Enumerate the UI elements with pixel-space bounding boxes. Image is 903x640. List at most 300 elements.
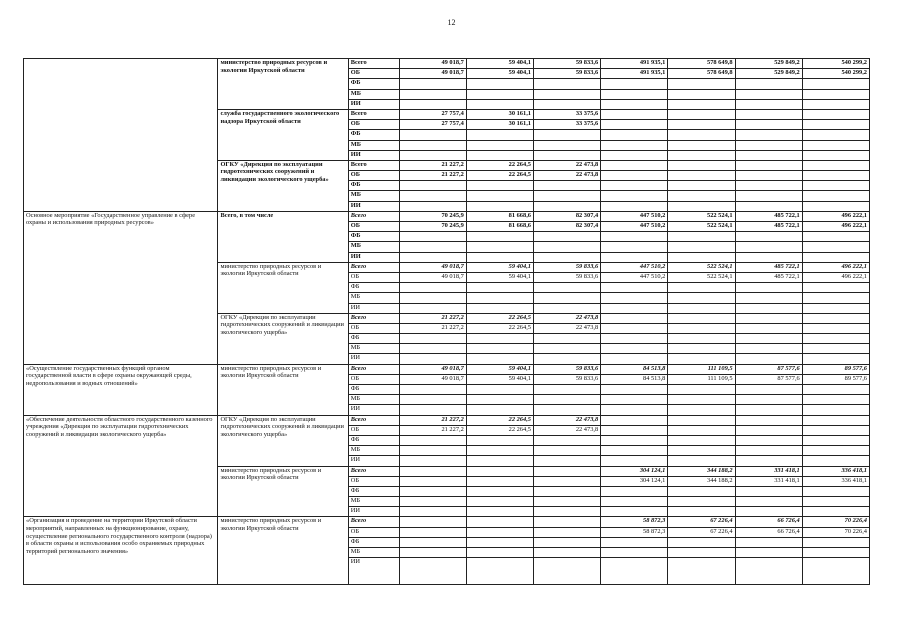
amount-cell	[466, 435, 533, 445]
amount-cell	[802, 252, 869, 262]
amount-cell	[534, 130, 601, 140]
amount-cell: 67 226,4	[668, 517, 735, 527]
amount-cell	[802, 344, 869, 354]
amount-cell	[668, 140, 735, 150]
amount-cell	[802, 405, 869, 415]
amount-cell	[735, 252, 802, 262]
amount-cell: 59 833,6	[534, 262, 601, 272]
amount-cell	[534, 507, 601, 517]
amount-cell: 70 226,4	[802, 517, 869, 527]
amount-cell	[668, 456, 735, 466]
amount-cell: 59 833,6	[534, 69, 601, 79]
amount-cell	[601, 242, 668, 252]
amount-cell: 70 245,9	[399, 211, 466, 221]
amount-cell	[466, 497, 533, 507]
amount-cell	[735, 537, 802, 547]
amount-cell: 49 018,7	[399, 59, 466, 69]
amount-cell: 66 726,4	[735, 527, 802, 537]
amount-cell: 336 418,1	[802, 476, 869, 486]
amount-cell: 59 833,6	[534, 374, 601, 384]
amount-cell	[668, 435, 735, 445]
amount-cell: 70 226,4	[802, 527, 869, 537]
funding-source-cell: ФБ	[348, 435, 399, 445]
funding-source-cell: ОБ	[348, 171, 399, 181]
amount-cell: 82 307,4	[534, 222, 601, 232]
amount-cell	[802, 79, 869, 89]
amount-cell	[534, 527, 601, 537]
amount-cell	[802, 120, 869, 130]
amount-cell	[534, 99, 601, 109]
amount-cell	[668, 354, 735, 364]
amount-cell: 22 264,5	[466, 171, 533, 181]
executor-cell: ОГКУ «Дирекция по эксплуатации гидротехнических сооружений и ликвидации экологического ущерба»	[218, 160, 348, 211]
amount-cell: 59 833,6	[534, 272, 601, 282]
amount-cell: 22 473,8	[534, 313, 601, 323]
amount-cell	[735, 507, 802, 517]
amount-cell	[668, 313, 735, 323]
amount-cell: 22 264,5	[466, 415, 533, 425]
amount-cell	[668, 486, 735, 496]
amount-cell	[534, 334, 601, 344]
amount-cell	[534, 537, 601, 547]
amount-cell	[802, 171, 869, 181]
amount-cell: 21 227,2	[399, 415, 466, 425]
amount-cell	[802, 191, 869, 201]
funding-source-cell: ОБ	[348, 425, 399, 435]
amount-cell	[601, 354, 668, 364]
executor-cell: ОГКУ «Дирекция по эксплуатации гидротехнических сооружений и ликвидации экологического ущерба»	[218, 313, 348, 364]
amount-cell	[735, 415, 802, 425]
amount-cell: 49 018,7	[399, 272, 466, 282]
amount-cell: 82 307,4	[534, 211, 601, 221]
amount-cell	[802, 548, 869, 558]
amount-cell: 33 375,6	[534, 109, 601, 119]
amount-cell	[534, 446, 601, 456]
amount-cell	[668, 232, 735, 242]
amount-cell	[802, 160, 869, 170]
executor-cell: служба государственного экологического надзора Иркутской области	[218, 109, 348, 160]
funding-source-cell: ФБ	[348, 334, 399, 344]
amount-cell	[802, 283, 869, 293]
amount-cell	[802, 446, 869, 456]
funding-source-cell: ОБ	[348, 476, 399, 486]
amount-cell	[399, 527, 466, 537]
amount-cell	[601, 344, 668, 354]
amount-cell: 331 418,1	[735, 476, 802, 486]
amount-cell: 578 649,8	[668, 59, 735, 69]
amount-cell	[668, 293, 735, 303]
amount-cell	[735, 497, 802, 507]
amount-cell	[668, 446, 735, 456]
amount-cell	[601, 558, 668, 585]
executor-cell: министерство природных ресурсов и экологии Иркутской области	[218, 517, 348, 585]
amount-cell	[466, 293, 533, 303]
amount-cell: 496 222,1	[802, 262, 869, 272]
amount-cell	[735, 303, 802, 313]
amount-cell	[601, 201, 668, 211]
funding-source-cell: Всего	[348, 59, 399, 69]
amount-cell	[668, 283, 735, 293]
amount-cell	[534, 385, 601, 395]
amount-cell	[399, 507, 466, 517]
amount-cell	[399, 497, 466, 507]
amount-cell	[668, 191, 735, 201]
amount-cell	[466, 405, 533, 415]
amount-cell	[466, 303, 533, 313]
amount-cell: 344 188,2	[668, 476, 735, 486]
amount-cell	[735, 99, 802, 109]
amount-cell	[399, 435, 466, 445]
amount-cell	[399, 140, 466, 150]
amount-cell	[399, 456, 466, 466]
amount-cell: 59 404,1	[466, 69, 533, 79]
amount-cell: 485 722,1	[735, 262, 802, 272]
amount-cell	[466, 191, 533, 201]
amount-cell	[466, 130, 533, 140]
funding-source-cell: Всего	[348, 415, 399, 425]
funding-source-cell: МБ	[348, 293, 399, 303]
funding-source-cell: ИИ	[348, 150, 399, 160]
amount-cell	[735, 446, 802, 456]
table-row	[24, 211, 870, 221]
amount-cell: 59 404,1	[466, 59, 533, 69]
amount-cell	[802, 435, 869, 445]
amount-cell: 496 222,1	[802, 211, 869, 221]
funding-source-cell: Всего	[348, 466, 399, 476]
amount-cell	[668, 497, 735, 507]
amount-cell: 30 161,1	[466, 109, 533, 119]
amount-cell	[399, 242, 466, 252]
amount-cell: 336 418,1	[802, 466, 869, 476]
funding-source-cell: Всего	[348, 313, 399, 323]
amount-cell: 522 524,1	[668, 262, 735, 272]
amount-cell	[399, 486, 466, 496]
funding-source-cell: ФБ	[348, 130, 399, 140]
amount-cell	[534, 476, 601, 486]
funding-source-cell: ФБ	[348, 283, 399, 293]
amount-cell	[399, 99, 466, 109]
amount-cell	[668, 130, 735, 140]
amount-cell	[735, 130, 802, 140]
amount-cell	[466, 181, 533, 191]
amount-cell	[668, 171, 735, 181]
amount-cell: 485 722,1	[735, 211, 802, 221]
amount-cell: 33 375,6	[534, 120, 601, 130]
amount-cell	[399, 201, 466, 211]
amount-cell	[399, 252, 466, 262]
amount-cell: 49 018,7	[399, 374, 466, 384]
amount-cell: 81 668,6	[466, 222, 533, 232]
amount-cell	[466, 242, 533, 252]
amount-cell: 485 722,1	[735, 222, 802, 232]
amount-cell	[668, 150, 735, 160]
amount-cell	[735, 79, 802, 89]
budget-table-body	[24, 59, 870, 585]
funding-source-cell: ОБ	[348, 69, 399, 79]
amount-cell	[466, 89, 533, 99]
funding-source-cell: ИИ	[348, 558, 399, 585]
amount-cell: 87 577,6	[735, 374, 802, 384]
amount-cell	[466, 354, 533, 364]
amount-cell	[601, 181, 668, 191]
amount-cell	[534, 191, 601, 201]
amount-cell	[534, 497, 601, 507]
funding-source-cell: ИИ	[348, 201, 399, 211]
amount-cell	[601, 150, 668, 160]
amount-cell	[601, 446, 668, 456]
program-cell: «Осуществление государственных функций органом государственной власти в сфере охраны окружающей среды, недропользования и водных отношений»	[24, 364, 218, 415]
amount-cell	[735, 548, 802, 558]
amount-cell: 89 577,6	[802, 364, 869, 374]
funding-source-cell: Всего	[348, 109, 399, 119]
amount-cell: 578 649,8	[668, 69, 735, 79]
amount-cell	[466, 537, 533, 547]
amount-cell	[735, 232, 802, 242]
amount-cell	[802, 232, 869, 242]
amount-cell	[735, 344, 802, 354]
funding-source-cell: ИИ	[348, 507, 399, 517]
amount-cell	[735, 120, 802, 130]
amount-cell: 485 722,1	[735, 272, 802, 282]
amount-cell	[466, 456, 533, 466]
amount-cell	[802, 242, 869, 252]
amount-cell	[601, 293, 668, 303]
amount-cell	[466, 79, 533, 89]
amount-cell	[534, 344, 601, 354]
amount-cell	[534, 232, 601, 242]
amount-cell: 67 226,4	[668, 527, 735, 537]
funding-source-cell: МБ	[348, 548, 399, 558]
amount-cell	[802, 99, 869, 109]
amount-cell: 89 577,6	[802, 374, 869, 384]
amount-cell	[601, 313, 668, 323]
amount-cell	[668, 252, 735, 262]
amount-cell: 59 404,1	[466, 374, 533, 384]
amount-cell	[534, 181, 601, 191]
amount-cell	[601, 140, 668, 150]
amount-cell: 529 849,2	[735, 59, 802, 69]
amount-cell	[735, 456, 802, 466]
amount-cell	[399, 385, 466, 395]
amount-cell	[399, 405, 466, 415]
amount-cell: 447 510,2	[601, 262, 668, 272]
amount-cell	[399, 395, 466, 405]
amount-cell	[399, 517, 466, 527]
amount-cell	[466, 517, 533, 527]
funding-source-cell: ФБ	[348, 385, 399, 395]
amount-cell	[534, 89, 601, 99]
budget-table	[23, 58, 870, 585]
amount-cell	[534, 558, 601, 585]
amount-cell	[534, 456, 601, 466]
amount-cell: 331 418,1	[735, 466, 802, 476]
amount-cell	[802, 497, 869, 507]
funding-source-cell: ОБ	[348, 323, 399, 333]
funding-source-cell: ФБ	[348, 232, 399, 242]
amount-cell	[601, 435, 668, 445]
amount-cell	[466, 150, 533, 160]
amount-cell	[399, 150, 466, 160]
amount-cell	[668, 425, 735, 435]
amount-cell	[466, 486, 533, 496]
funding-source-cell: МБ	[348, 497, 399, 507]
funding-source-cell: Всего	[348, 160, 399, 170]
amount-cell	[802, 293, 869, 303]
funding-source-cell: ФБ	[348, 181, 399, 191]
amount-cell	[668, 120, 735, 130]
amount-cell: 540 299,2	[802, 69, 869, 79]
program-cell: Основное мероприятие «Государственное управление в сфере охраны и использования природных ресурсов»	[24, 211, 218, 364]
amount-cell	[466, 446, 533, 456]
amount-cell	[601, 385, 668, 395]
amount-cell	[466, 201, 533, 211]
amount-cell	[466, 507, 533, 517]
amount-cell	[668, 99, 735, 109]
amount-cell	[601, 191, 668, 201]
amount-cell	[534, 150, 601, 160]
amount-cell	[668, 507, 735, 517]
amount-cell	[534, 405, 601, 415]
amount-cell	[601, 415, 668, 425]
amount-cell	[802, 150, 869, 160]
amount-cell	[466, 558, 533, 585]
funding-source-cell: ИИ	[348, 252, 399, 262]
amount-cell	[668, 558, 735, 585]
amount-cell: 304 124,1	[601, 476, 668, 486]
amount-cell	[466, 140, 533, 150]
funding-source-cell: ОБ	[348, 527, 399, 537]
amount-cell	[735, 385, 802, 395]
table-row	[24, 415, 870, 425]
amount-cell	[601, 323, 668, 333]
amount-cell	[668, 79, 735, 89]
amount-cell	[802, 354, 869, 364]
amount-cell	[534, 517, 601, 527]
funding-source-cell: Всего	[348, 364, 399, 374]
amount-cell	[601, 537, 668, 547]
amount-cell: 529 849,2	[735, 69, 802, 79]
funding-source-cell: ИИ	[348, 303, 399, 313]
amount-cell	[399, 354, 466, 364]
amount-cell	[735, 435, 802, 445]
amount-cell	[601, 130, 668, 140]
amount-cell: 27 757,4	[399, 120, 466, 130]
amount-cell	[735, 283, 802, 293]
amount-cell	[399, 548, 466, 558]
amount-cell: 522 524,1	[668, 222, 735, 232]
amount-cell	[802, 507, 869, 517]
amount-cell	[399, 191, 466, 201]
amount-cell	[668, 405, 735, 415]
amount-cell: 447 510,2	[601, 272, 668, 282]
amount-cell	[399, 303, 466, 313]
amount-cell: 22 264,5	[466, 323, 533, 333]
amount-cell	[802, 334, 869, 344]
amount-cell	[466, 527, 533, 537]
amount-cell	[802, 323, 869, 333]
amount-cell	[399, 466, 466, 476]
amount-cell	[735, 395, 802, 405]
amount-cell	[802, 456, 869, 466]
amount-cell: 59 404,1	[466, 262, 533, 272]
amount-cell	[668, 395, 735, 405]
amount-cell	[534, 201, 601, 211]
amount-cell	[802, 89, 869, 99]
amount-cell	[534, 283, 601, 293]
amount-cell	[802, 313, 869, 323]
amount-cell	[601, 395, 668, 405]
amount-cell: 344 188,2	[668, 466, 735, 476]
program-cell: «Обеспечение деятельности областного государственного казенного учреждения «Дирекция по эксплуатации гидротехнических сооружений и ликвидации экологического ущерба»	[24, 415, 218, 517]
funding-source-cell: ИИ	[348, 99, 399, 109]
executor-cell: министерство природных ресурсов и экологии Иркутской области	[218, 466, 348, 517]
amount-cell: 21 227,2	[399, 160, 466, 170]
amount-cell: 84 513,8	[601, 364, 668, 374]
amount-cell	[735, 334, 802, 344]
amount-cell	[399, 446, 466, 456]
amount-cell	[802, 558, 869, 585]
amount-cell	[668, 303, 735, 313]
amount-cell: 49 018,7	[399, 69, 466, 79]
amount-cell	[735, 354, 802, 364]
amount-cell: 58 872,3	[601, 527, 668, 537]
executor-cell: министерство природных ресурсов и экологии Иркутской области	[218, 59, 348, 110]
amount-cell	[668, 548, 735, 558]
amount-cell	[601, 99, 668, 109]
amount-cell	[601, 232, 668, 242]
funding-source-cell: МБ	[348, 395, 399, 405]
amount-cell: 58 872,3	[601, 517, 668, 527]
amount-cell	[735, 486, 802, 496]
funding-source-cell: Всего	[348, 211, 399, 221]
amount-cell	[735, 109, 802, 119]
amount-cell	[735, 171, 802, 181]
amount-cell	[735, 293, 802, 303]
amount-cell	[466, 476, 533, 486]
amount-cell	[668, 201, 735, 211]
amount-cell: 22 264,5	[466, 160, 533, 170]
funding-source-cell: ИИ	[348, 456, 399, 466]
funding-source-cell: ФБ	[348, 486, 399, 496]
funding-source-cell: ОБ	[348, 374, 399, 384]
amount-cell	[735, 181, 802, 191]
amount-cell: 111 109,5	[668, 374, 735, 384]
amount-cell: 522 524,1	[668, 272, 735, 282]
table-row	[24, 364, 870, 374]
amount-cell	[802, 537, 869, 547]
amount-cell	[735, 405, 802, 415]
amount-cell	[668, 242, 735, 252]
amount-cell	[466, 99, 533, 109]
amount-cell	[802, 425, 869, 435]
amount-cell	[601, 334, 668, 344]
amount-cell: 447 510,2	[601, 222, 668, 232]
amount-cell	[668, 344, 735, 354]
amount-cell: 21 227,2	[399, 323, 466, 333]
amount-cell	[399, 89, 466, 99]
funding-source-cell: МБ	[348, 242, 399, 252]
amount-cell: 87 577,6	[735, 364, 802, 374]
amount-cell	[399, 293, 466, 303]
amount-cell	[802, 201, 869, 211]
amount-cell	[399, 181, 466, 191]
funding-source-cell: ИИ	[348, 354, 399, 364]
amount-cell	[466, 252, 533, 262]
executor-cell: ОГКУ «Дирекция по эксплуатации гидротехнических сооружений и ликвидации экологического ущерба»	[218, 415, 348, 466]
amount-cell	[601, 548, 668, 558]
amount-cell	[802, 415, 869, 425]
amount-cell	[601, 303, 668, 313]
